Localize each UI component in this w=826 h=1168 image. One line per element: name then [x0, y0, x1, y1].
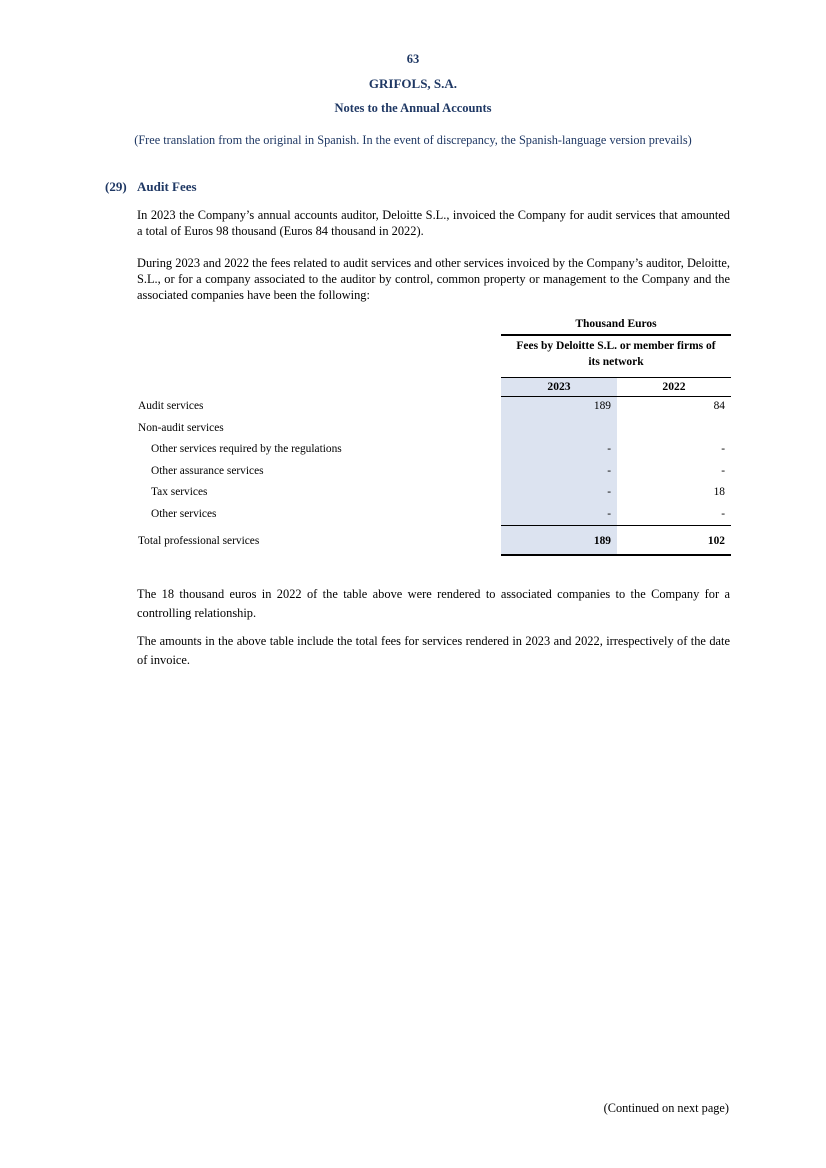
table-rule-under-years	[501, 396, 731, 397]
continued-note: (Continued on next page)	[603, 1101, 729, 1115]
column-header-2022: 2022	[662, 380, 686, 393]
table-row	[138, 504, 731, 526]
table-rule-above-total	[501, 525, 731, 526]
section-number: (29)	[105, 179, 127, 194]
row-value-2023: -	[607, 486, 611, 498]
row-value-2023: -	[607, 464, 611, 477]
table-body	[138, 396, 731, 525]
paragraph-18-thousand-note: The 18 thousand euros in 2022 of the table above were rendered to associated companies to the Company for a controlling relationship.	[137, 587, 730, 620]
paragraph-audit-fee-amount: In 2023 the Company’s annual accounts auditor, Deloitte S.L., invoiced the Company for audit services that amounted a total of Euros 98 thousand (Euros 84 thousand in 2022).	[137, 208, 730, 238]
row-value-2023: -	[607, 507, 611, 520]
paragraph-invoice-date-note: The amounts in the above table include the total fees for services rendered in 2023 and 2022, irrespectively of the date of invoice.	[137, 634, 730, 667]
row-label: Other assurance services	[151, 464, 264, 477]
table-row	[138, 439, 731, 461]
table-row	[138, 396, 731, 418]
row-value-2022: 84	[713, 400, 725, 412]
table-rule-bottom	[501, 554, 731, 556]
row-label: Other services required by the regulations	[151, 443, 342, 455]
row-value-2023: 189	[593, 400, 611, 412]
audit-fees-table	[138, 318, 731, 558]
row-value-2023: -	[607, 443, 611, 455]
row-value-2022: -	[721, 443, 725, 455]
row-value-2022: 18	[713, 486, 725, 498]
table-unit-header: Thousand Euros	[575, 318, 657, 330]
row-label: Non-audit services	[138, 421, 224, 434]
table-row	[138, 418, 731, 440]
column-header-2023: 2023	[547, 380, 571, 393]
table-rule-top	[501, 334, 731, 336]
row-label: Audit services	[138, 400, 204, 412]
company-title: GRIFOLS, S.A.	[368, 76, 458, 91]
row-value-2022: -	[721, 464, 725, 477]
table-row	[138, 482, 731, 504]
row-label: Tax services	[151, 486, 208, 498]
total-value-2022: 102	[707, 535, 725, 547]
section-title: Audit Fees	[137, 179, 197, 194]
table-total-row	[138, 525, 731, 554]
row-value-2022	[617, 418, 731, 440]
table-group-header: Fees by Deloitte S.L. or member firms of its network	[516, 340, 716, 368]
paragraph-fees-intro: During 2023 and 2022 the fees related to audit services and other services invoiced by the Company’s auditor, Deloitte, S.L., or for a company associated to the auditor by control, common property or management to the Company and the associated companies have been the following:	[137, 256, 730, 302]
total-row-label: Total professional services	[138, 535, 260, 547]
row-label: Other services	[151, 507, 217, 520]
table-row	[138, 461, 731, 483]
row-value-2022: -	[721, 507, 725, 520]
document-subtitle: Notes to the Annual Accounts	[334, 101, 492, 115]
translation-note: (Free translation from the original in Spanish. In the event of discrepancy, the Spanish-language version prevails)	[134, 133, 692, 147]
row-value-2023	[501, 418, 617, 440]
table-rule-under-group	[501, 377, 731, 378]
section-heading	[105, 179, 197, 195]
total-value-2023: 189	[593, 535, 611, 547]
page-number: 63	[406, 52, 420, 66]
